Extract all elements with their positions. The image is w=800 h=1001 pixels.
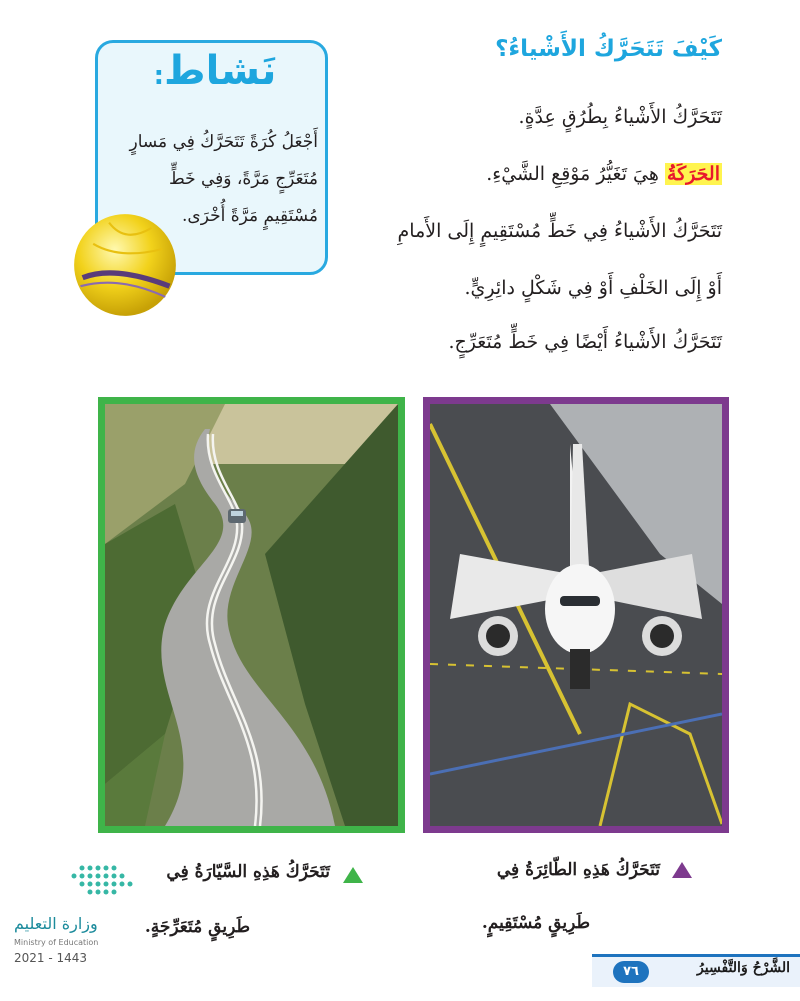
lesson-definition-line — [486, 163, 722, 185]
green-triangle-icon — [343, 867, 363, 883]
ministry-logo-icon — [62, 858, 142, 908]
plane-caption-line2: طَرِيقٍ مُسْتَقِيمٍ. — [481, 913, 590, 933]
activity-colon-icon: : — [153, 61, 165, 91]
soccer-ball-icon — [72, 212, 178, 318]
definition-text: هِيَ تَغَيُّرُ مَوْقِعِ الشَّيْءِ. — [486, 163, 659, 185]
ministry-name-en: Ministry of Education — [14, 938, 99, 947]
lesson-line-4: أَوْ إِلَى الخَلْفِ أَوْ فِي شَكْلٍ دائِرِيٍّ. — [464, 277, 722, 299]
activity-line: أَجْعَلُ كُرَةً تَتَحَرَّكُ فِي مَسارٍ — [129, 132, 318, 152]
lesson-heading: كَيْفَ تَتَحَرَّكُ الأَشْياءُ؟ — [495, 36, 722, 62]
highlighted-term: الحَرَكَةُ — [666, 163, 720, 185]
page-number: ٧٦ — [613, 961, 649, 983]
lesson-line-1: تَتَحَرَّكُ الأَشْياءُ بِطُرُقٍ عِدَّةٍ. — [518, 106, 722, 128]
lesson-line-5: تَتَحَرَّكُ الأَشْياءُ أَيْضًا فِي خَطٍّ مُتَعَرِّجٍ. — [448, 331, 722, 353]
purple-triangle-icon — [672, 862, 692, 878]
car-caption-line1: تَتَحَرَّكُ هَذِهِ السَّيّارَةُ فِي — [166, 862, 330, 882]
activity-line: مُسْتَقِيمٍ مَرَّةً أُخْرَى. — [182, 206, 318, 226]
activity-title — [120, 48, 310, 94]
footer-section-title: الشَّرْحُ وَالتَّفْسِيرُ — [697, 960, 790, 976]
lesson-line-3: تَتَحَرَّكُ الأَشْياءُ فِي خَطٍّ مُسْتَقِيمٍ إِلَى الأَمامِ — [397, 220, 722, 242]
ministry-name-ar: وزارة التعليم — [14, 914, 98, 933]
car-caption-line2: طَرِيقٍ مُتَعَرِّجَةٍ. — [144, 917, 250, 937]
airplane-photo — [423, 397, 729, 833]
ministry-year: 2021 - 1443 — [14, 951, 88, 965]
activity-line: مُتَعَرِّجٍ مَرَّةً، وَفِي خَطٍّ — [168, 169, 318, 189]
plane-caption-line1: تَتَحَرَّكُ هَذِهِ الطّائِرَةُ فِي — [496, 860, 660, 880]
winding-road-photo — [98, 397, 405, 833]
activity-title-text: نَشاط — [164, 48, 277, 94]
